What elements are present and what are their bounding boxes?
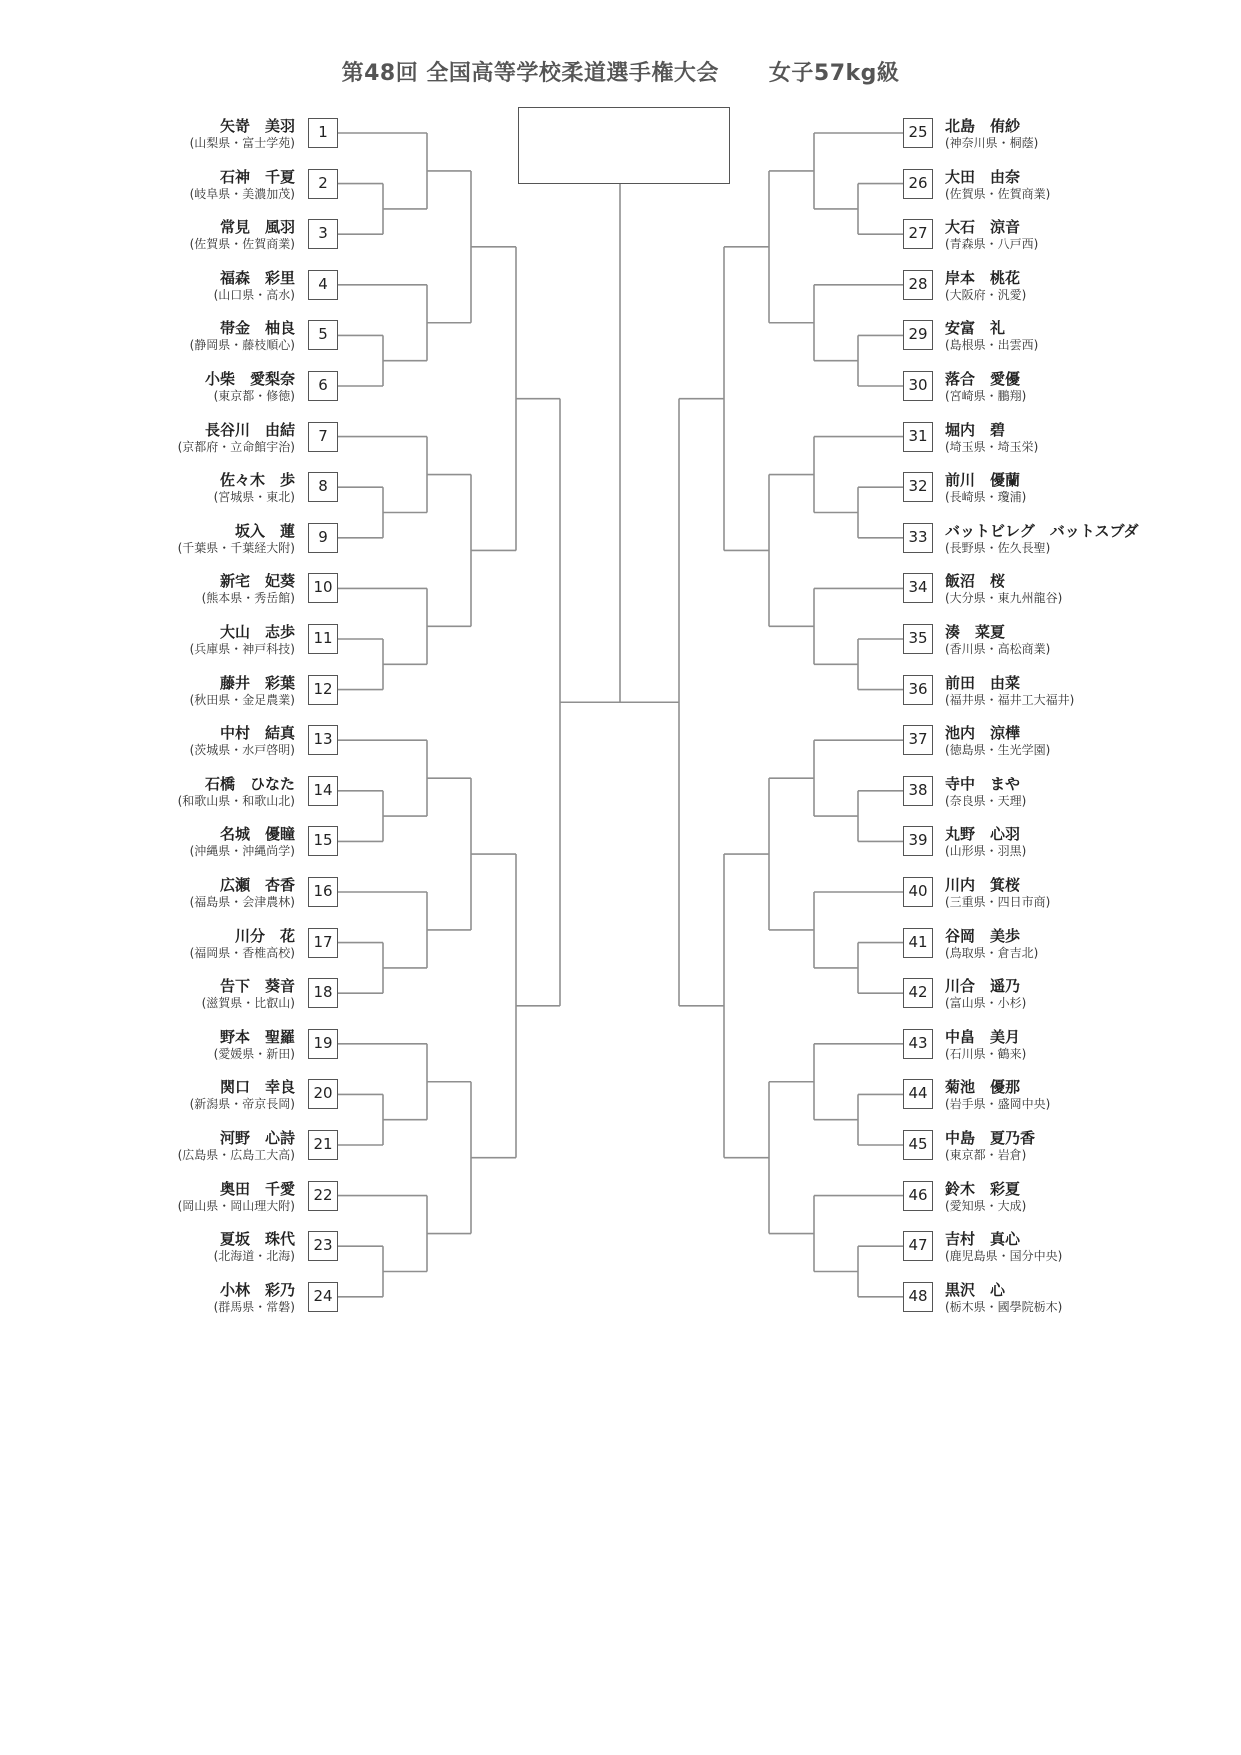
seed-number: 41 — [903, 928, 933, 958]
player-entry — [945, 670, 1145, 710]
player-entry — [140, 670, 295, 710]
player-school: (熊本県・秀岳館) — [201, 591, 295, 606]
player-name: 野本 聖羅 — [219, 1027, 295, 1046]
player-entry — [945, 265, 1145, 305]
player-school: (長野県・佐久長聖) — [945, 540, 1051, 555]
player-entry — [945, 720, 1145, 760]
player-entry — [945, 872, 1145, 912]
seed-number: 44 — [903, 1079, 933, 1109]
player-school: (三重県・四日市商) — [945, 895, 1051, 909]
seed-number: 47 — [903, 1231, 933, 1261]
seed-number: 33 — [903, 523, 933, 553]
player-name: 帯金 柚良 — [219, 319, 295, 338]
seed-number: 29 — [903, 320, 933, 350]
seed-number: 10 — [308, 573, 338, 603]
seed-number: 4 — [308, 270, 338, 300]
player-school: (愛知県・大成) — [945, 1198, 1027, 1213]
player-entry — [140, 973, 295, 1013]
seed-number: 15 — [308, 826, 338, 856]
seed-number: 3 — [308, 219, 338, 249]
player-name: 矢嵜 美羽 — [219, 117, 295, 135]
seed-number: 2 — [308, 169, 338, 199]
player-name: 堀内 碧 — [945, 420, 1006, 439]
player-school: (香川県・高松商業) — [945, 642, 1051, 656]
seed-number: 9 — [308, 523, 338, 553]
player-school: (東京都・岩倉) — [945, 1148, 1027, 1162]
player-name: 川分 花 — [234, 926, 295, 945]
player-school: (大分県・東九州龍谷) — [945, 591, 1063, 606]
seed-number: 37 — [903, 725, 933, 755]
seed-number: 45 — [903, 1130, 933, 1160]
player-name: 川合 遥乃 — [945, 977, 1021, 996]
player-school: (秋田県・金足農業) — [189, 692, 295, 707]
player-name: 坂入 蓮 — [234, 521, 295, 540]
player-school: (岡山県・岡山理大附) — [177, 1198, 295, 1213]
player-school: (福岡県・香椎高校) — [189, 945, 295, 960]
player-name: 奥田 千愛 — [219, 1179, 295, 1198]
player-name: 北島 侑紗 — [945, 117, 1021, 135]
seed-number: 48 — [903, 1282, 933, 1312]
player-entry — [140, 1277, 295, 1317]
player-name: 安富 礼 — [945, 319, 1006, 338]
seed-number: 38 — [903, 776, 933, 806]
player-school: (奈良県・天理) — [945, 793, 1027, 808]
seed-number: 30 — [903, 371, 933, 401]
player-entry — [140, 214, 295, 254]
seed-number: 7 — [308, 422, 338, 452]
player-entry — [140, 1125, 295, 1165]
player-school: (茨城県・水戸啓明) — [189, 743, 295, 758]
player-name: 告下 葵音 — [219, 977, 295, 996]
player-entry — [945, 771, 1145, 811]
player-name: 鈴木 彩夏 — [945, 1179, 1021, 1198]
player-entry — [945, 315, 1145, 355]
player-school: (千葉県・千葉経大附) — [177, 540, 295, 555]
player-name: 福森 彩里 — [219, 268, 295, 287]
seed-number: 25 — [903, 118, 933, 148]
player-entry — [140, 720, 295, 760]
seed-number: 1 — [308, 118, 338, 148]
player-name: 寺中 まや — [945, 774, 1021, 793]
player-entry — [140, 872, 295, 912]
player-name: 関口 幸良 — [219, 1078, 295, 1097]
player-entry — [945, 1125, 1145, 1165]
seed-number: 26 — [903, 169, 933, 199]
player-school: (東京都・修徳) — [213, 389, 295, 403]
player-entry — [945, 214, 1145, 254]
player-school: (長崎県・瓊浦) — [945, 490, 1027, 505]
player-school: (山口県・高水) — [213, 287, 295, 302]
player-name: 中島 夏乃香 — [945, 1129, 1036, 1147]
event-title: 第48回 全国高等学校柔道選手権大会 — [341, 61, 719, 86]
player-entry — [945, 973, 1145, 1013]
player-school: (広島県・広島工大高) — [177, 1148, 295, 1162]
seed-number: 39 — [903, 826, 933, 856]
player-name: 藤井 彩葉 — [219, 673, 295, 692]
player-school: (大阪府・汎愛) — [945, 287, 1027, 302]
player-name: 夏坂 珠代 — [219, 1230, 295, 1249]
player-school: (岩手県・盛岡中央) — [945, 1097, 1051, 1112]
player-name: 佐々木 歩 — [219, 471, 295, 490]
player-school: (佐賀県・佐賀商業) — [189, 237, 295, 252]
player-entry — [945, 821, 1145, 861]
player-entry — [945, 619, 1145, 659]
player-name: 広瀬 杏香 — [219, 876, 295, 894]
player-name: 岸本 桃花 — [945, 268, 1021, 287]
player-school: (新潟県・帝京長岡) — [189, 1097, 295, 1112]
seed-number: 36 — [903, 675, 933, 705]
seed-number: 13 — [308, 725, 338, 755]
seed-number: 19 — [308, 1029, 338, 1059]
player-school: (神奈川県・桐蔭) — [945, 136, 1039, 150]
player-name: 石神 千夏 — [219, 167, 295, 186]
player-name: 落合 愛優 — [945, 370, 1021, 388]
player-school: (青森県・八戸西) — [945, 237, 1039, 252]
player-entry — [140, 417, 295, 457]
seed-number: 8 — [308, 472, 338, 502]
player-entry — [945, 518, 1145, 558]
seed-number: 40 — [903, 877, 933, 907]
seed-number: 42 — [903, 978, 933, 1008]
seed-number: 35 — [903, 624, 933, 654]
player-name: 常見 風羽 — [219, 218, 295, 237]
player-name: 名城 優瞳 — [219, 825, 295, 844]
player-entry — [945, 113, 1145, 153]
seed-number: 18 — [308, 978, 338, 1008]
player-entry — [140, 923, 295, 963]
player-entry — [945, 1024, 1145, 1064]
player-school: (和歌山県・和歌山北) — [177, 793, 295, 808]
player-entry — [945, 1176, 1145, 1216]
seed-number: 22 — [308, 1181, 338, 1211]
player-name: 大山 志歩 — [219, 623, 295, 641]
player-entry — [140, 771, 295, 811]
player-name: 小林 彩乃 — [219, 1280, 295, 1299]
player-entry — [945, 467, 1145, 507]
player-entry — [140, 467, 295, 507]
player-entry — [140, 265, 295, 305]
player-school: (鹿児島県・国分中央) — [945, 1249, 1063, 1264]
player-school: (山形県・羽黒) — [945, 844, 1027, 859]
player-name: 長谷川 由結 — [204, 420, 295, 439]
player-name: 菊池 優那 — [945, 1078, 1021, 1097]
player-school: (愛媛県・新田) — [213, 1046, 295, 1061]
player-school: (静岡県・藤枝順心) — [189, 338, 295, 353]
player-name: 吉村 真心 — [945, 1230, 1021, 1249]
seed-number: 32 — [903, 472, 933, 502]
player-entry — [140, 619, 295, 659]
player-name: 前川 優蘭 — [945, 471, 1021, 490]
player-school: (佐賀県・佐賀商業) — [945, 186, 1051, 201]
player-entry — [140, 1176, 295, 1216]
seed-number: 17 — [308, 928, 338, 958]
player-entry — [945, 1226, 1145, 1266]
player-school: (福井県・福井工大福井) — [945, 692, 1075, 707]
seed-number: 28 — [903, 270, 933, 300]
seed-number: 20 — [308, 1079, 338, 1109]
player-school: (埼玉県・埼玉栄) — [945, 439, 1039, 454]
player-school: (北海道・北海) — [213, 1249, 295, 1264]
player-school: (兵庫県・神戸科技) — [189, 642, 295, 656]
player-name: 大石 涼音 — [945, 218, 1021, 237]
player-school: (栃木県・國學院栃木) — [945, 1299, 1063, 1314]
player-school: (滋賀県・比叡山) — [201, 996, 295, 1011]
seed-number: 27 — [903, 219, 933, 249]
player-entry — [945, 923, 1145, 963]
player-school: (石川県・鶴来) — [945, 1046, 1027, 1061]
seed-number: 43 — [903, 1029, 933, 1059]
player-name: 川内 箕桜 — [945, 876, 1021, 894]
player-school: (山梨県・富士学苑) — [189, 136, 295, 150]
player-entry — [945, 164, 1145, 204]
player-entry — [140, 366, 295, 406]
seed-number: 24 — [308, 1282, 338, 1312]
player-name: 池内 涼樺 — [945, 724, 1021, 743]
division-title: 女子57kg級 — [768, 61, 900, 86]
player-school: (京都府・立命館宇治) — [177, 439, 295, 454]
player-name: 河野 心詩 — [219, 1129, 295, 1147]
player-entry — [945, 417, 1145, 457]
champion-box — [518, 107, 730, 184]
seed-number: 6 — [308, 371, 338, 401]
seed-number: 34 — [903, 573, 933, 603]
player-school: (岐阜県・美濃加茂) — [189, 186, 295, 201]
seed-number: 5 — [308, 320, 338, 350]
player-entry — [140, 1024, 295, 1064]
player-name: 黒沢 心 — [945, 1280, 1006, 1299]
player-school: (富山県・小杉) — [945, 996, 1027, 1011]
player-name: 石橋 ひなた — [204, 774, 295, 793]
player-entry — [140, 1074, 295, 1114]
player-name: 湊 菜夏 — [945, 623, 1006, 641]
seed-number: 14 — [308, 776, 338, 806]
player-school: (群馬県・常磐) — [213, 1299, 295, 1314]
player-name: 小柴 愛梨奈 — [204, 370, 295, 388]
player-name: 谷岡 美歩 — [945, 926, 1021, 945]
player-entry — [945, 1074, 1145, 1114]
player-entry — [140, 164, 295, 204]
player-entry — [140, 518, 295, 558]
player-entry — [140, 568, 295, 608]
seed-number: 16 — [308, 877, 338, 907]
player-name: バットビレグ バットスブダ — [945, 521, 1139, 540]
seed-number: 23 — [308, 1231, 338, 1261]
player-entry — [945, 366, 1145, 406]
seed-number: 21 — [308, 1130, 338, 1160]
player-school: (島根県・出雲西) — [945, 338, 1039, 353]
player-name: 大田 由奈 — [945, 167, 1021, 186]
seed-number: 46 — [903, 1181, 933, 1211]
player-name: 前田 由菜 — [945, 673, 1021, 692]
player-name: 丸野 心羽 — [945, 825, 1021, 844]
player-entry — [140, 1226, 295, 1266]
player-entry — [140, 315, 295, 355]
player-entry — [945, 1277, 1145, 1317]
seed-number: 31 — [903, 422, 933, 452]
player-name: 中畠 美月 — [945, 1027, 1021, 1046]
player-school: (宮崎県・鵬翔) — [945, 389, 1027, 403]
player-name: 中村 結真 — [219, 724, 295, 743]
player-name: 新宅 妃葵 — [219, 572, 295, 591]
player-entry — [945, 568, 1145, 608]
seed-number: 11 — [308, 624, 338, 654]
player-school: (宮城県・東北) — [213, 490, 295, 505]
player-school: (福島県・会津農林) — [189, 895, 295, 909]
player-entry — [140, 821, 295, 861]
player-name: 飯沼 桜 — [945, 572, 1006, 591]
player-entry — [140, 113, 295, 153]
player-school: (鳥取県・倉吉北) — [945, 945, 1039, 960]
player-school: (徳島県・生光学園) — [945, 743, 1051, 758]
seed-number: 12 — [308, 675, 338, 705]
player-school: (沖縄県・沖縄尚学) — [189, 844, 295, 859]
